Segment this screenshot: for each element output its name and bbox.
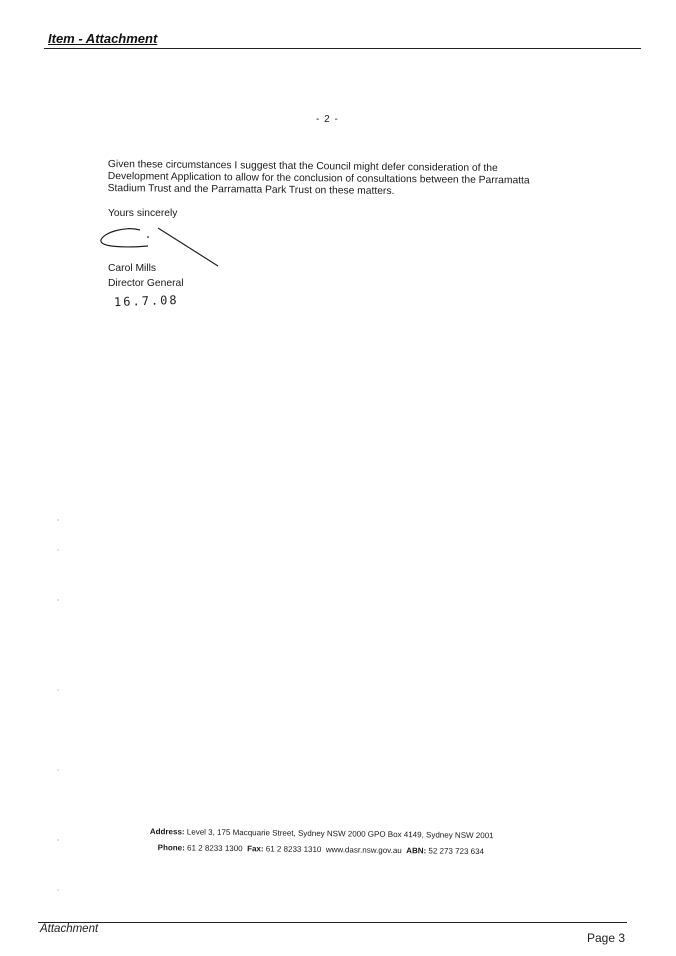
- paragraph-line: Development Application to allow for the conclusion of consultations between the Parramatta: [107, 170, 530, 187]
- phone-number: 61 2 8233 1300: [186, 843, 243, 854]
- letter-paragraph: [108, 159, 553, 200]
- fax-label: Fax:: [247, 844, 264, 854]
- signatory-name: Carol Mills: [108, 263, 157, 274]
- address-block: [150, 824, 510, 860]
- phone-label: Phone:: [157, 843, 185, 853]
- fax-number: 61 2 8233 1310: [265, 844, 322, 855]
- abn-label: ABN:: [406, 846, 427, 856]
- footer-label: Attachment: [40, 923, 99, 935]
- address-label: Address:: [149, 826, 185, 837]
- handwritten-signature: [96, 220, 222, 268]
- signatory-title: Director General: [108, 278, 184, 289]
- contact-line: [150, 840, 510, 860]
- page-number: Page 3: [587, 931, 626, 945]
- handwritten-date: 16.7.08: [113, 292, 179, 310]
- abn-number: 52 273 723 634: [428, 846, 485, 857]
- website-link[interactable]: www.dasr.nsw.gov.au: [325, 845, 402, 856]
- paragraph-line: Given these circumstances I suggest that the Council might defer consideration of the: [107, 159, 498, 175]
- footer-rule: [38, 922, 627, 923]
- header-rule: [44, 48, 641, 49]
- scan-margin-specks: [55, 510, 61, 910]
- paragraph-line: Stadium Trust and the Parramatta Park Trust on these matters.: [107, 182, 395, 198]
- page-marker: - 2 -: [316, 114, 339, 125]
- address-text: Level 3, 175 Macquarie Street, Sydney NSW 2000 GPO Box 4149, Sydney NSW 2001: [186, 827, 494, 841]
- header-title: Item - Attachment: [48, 31, 158, 46]
- letter-closing: Yours sincerely: [108, 208, 178, 219]
